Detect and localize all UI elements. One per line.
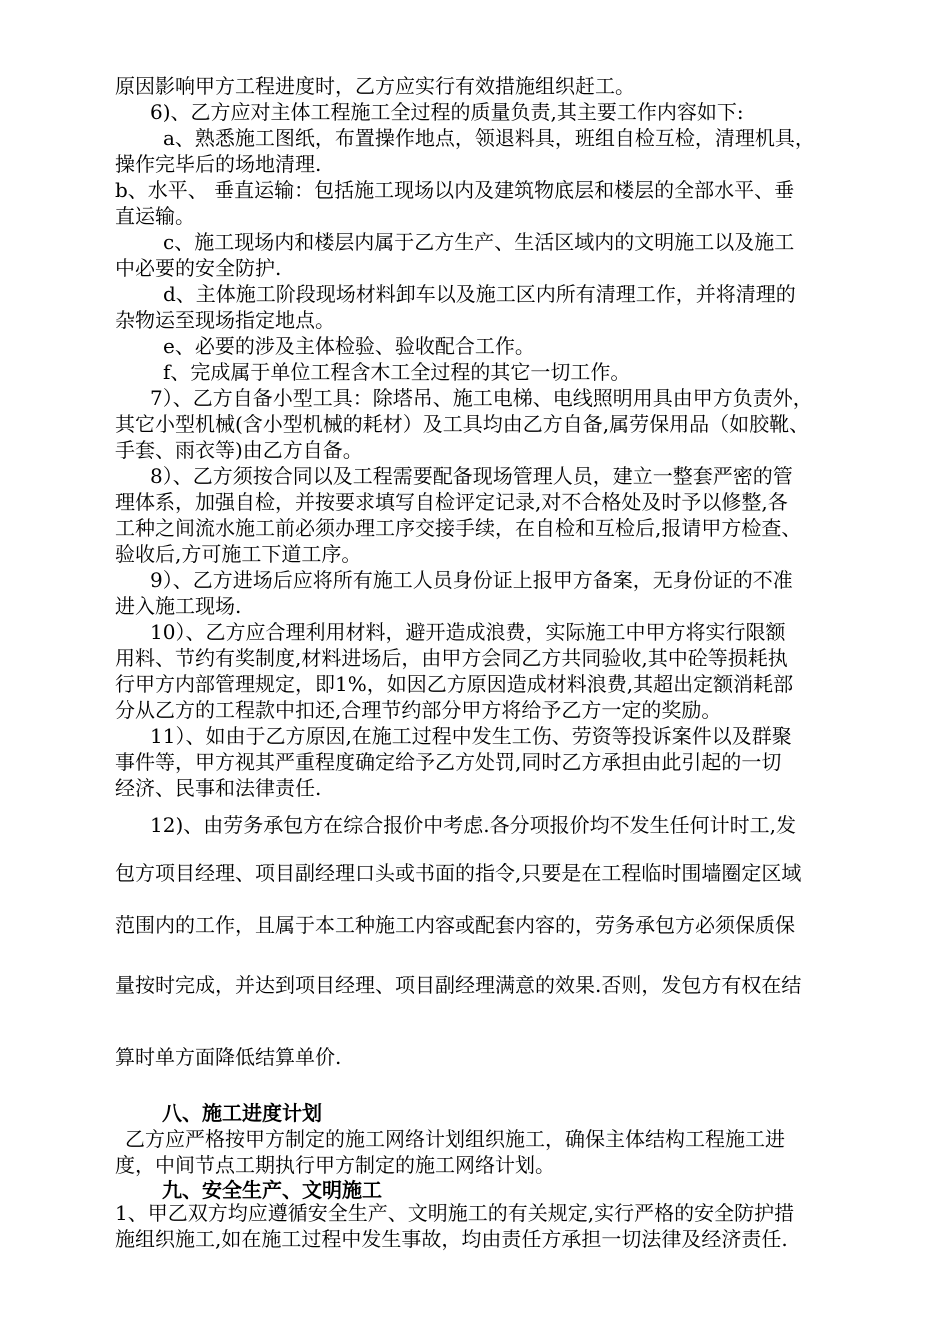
text-line: 7）、乙方自备小型工具：除塔吊、施工电梯、电线照明用具由甲方负责外， <box>150 386 813 410</box>
text-line: 行甲方内部管理规定，即1%，如因乙方原因造成材料浪费,其超出定额消耗部 <box>115 672 794 696</box>
text-line: 8）、乙方须按合同以及工程需要配备现场管理人员，建立一整套严密的管 <box>150 464 793 488</box>
text-line: 用料、节约有奖制度,材料进场后，由甲方会同乙方共同验收,其中砼等损耗执 <box>115 646 788 670</box>
section-heading-8: 八、施工进度计划 <box>162 1101 322 1125</box>
text-line: 施组织施工,如在施工过程中发生事故，均由责任方承担一切法律及经济责任. <box>115 1227 788 1251</box>
text-line: 直运输。 <box>115 204 195 228</box>
text-line: 手套、雨衣等)由乙方自备。 <box>115 438 363 462</box>
text-line: f、完成属于单位工程含木工全过程的其它一切工作。 <box>163 360 631 384</box>
text-line: 其它小型机械(含小型机械的耗材）及工具均由乙方自备,属劳保用品（如胶靴、 <box>115 412 810 436</box>
text-line: 中必要的安全防护. <box>115 256 282 280</box>
text-line: d、主体施工阶段现场材料卸车以及施工区内所有清理工作，并将清理的 <box>163 282 796 306</box>
text-line: 度，中间节点工期执行甲方制定的施工网络计划。 <box>115 1153 555 1177</box>
text-line: 事件等，甲方视其严重程度确定给予乙方处罚,同时乙方承担由此引起的一切 <box>115 750 782 774</box>
text-line: 9）、乙方进场后应将所有施工人员身份证上报甲方备案，无身份证的不准 <box>150 568 793 592</box>
text-line: 包方项目经理、项目副经理口头或书面的指令,只要是在工程临时围墙圈定区域 <box>115 861 802 885</box>
text-line: 范围内的工作，且属于本工种施工内容或配套内容的，劳务承包方必须保质保 <box>115 913 795 937</box>
text-line: 11）、如由于乙方原因,在施工过程中发生工伤、劳资等投诉案件以及群聚 <box>150 724 792 748</box>
text-line: 理体系，加强自检，并按要求填写自检评定记录,对不合格处及时予以修整,各 <box>115 490 788 514</box>
text-line: 验收后,方可施工下道工序。 <box>115 542 362 566</box>
text-line: 原因影响甲方工程进度时，乙方应实行有效措施组织赶工。 <box>115 74 635 98</box>
text-line: 12)、由劳务承包方在综合报价中考虑.各分项报价均不发生任何计时工,发 <box>150 813 796 837</box>
section-heading-9: 九、安全生产、文明施工 <box>162 1178 382 1202</box>
text-line: a、熟悉施工图纸，布置操作地点，领退料具，班组自检互检，清理机具， <box>163 126 815 150</box>
text-line: 10）、乙方应合理利用材料，避开造成浪费，实际施工中甲方将实行限额 <box>150 620 786 644</box>
text-line: c、施工现场内和楼层内属于乙方生产、生活区域内的文明施工以及施工 <box>163 230 795 254</box>
text-line: e、必要的涉及主体检验、验收配合工作。 <box>163 334 535 358</box>
text-line: 分从乙方的工程款中扣还,合理节约部分甲方将给予乙方一定的奖励。 <box>115 698 722 722</box>
text-line: 进入施工现场. <box>115 594 242 618</box>
text-line: 量按时完成，并达到项目经理、项目副经理满意的效果.否则，发包方有权在结 <box>115 973 802 997</box>
text-line: 操作完毕后的场地清理. <box>115 152 322 176</box>
text-line: 杂物运至现场指定地点。 <box>115 308 335 332</box>
text-line: 乙方应严格按甲方制定的施工网络计划组织施工，确保主体结构工程施工进 <box>125 1127 785 1151</box>
text-line: 6)、乙方应对主体工程施工全过程的质量负责,其主要工作内容如下: <box>150 100 744 124</box>
text-line: 经济、民事和法律责任. <box>115 776 322 800</box>
text-line: 1、甲乙双方均应遵循安全生产、文明施工的有关规定,实行严格的安全防护措 <box>115 1201 795 1225</box>
text-line: 工种之间流水施工前必须办理工序交接手续，在自检和互检后,报请甲方检查、 <box>115 516 802 540</box>
text-line: 算时单方面降低结算单价. <box>115 1045 342 1069</box>
text-line: b、水平、 垂直运输：包括施工现场以内及建筑物底层和楼层的全部水平、垂 <box>115 178 795 202</box>
